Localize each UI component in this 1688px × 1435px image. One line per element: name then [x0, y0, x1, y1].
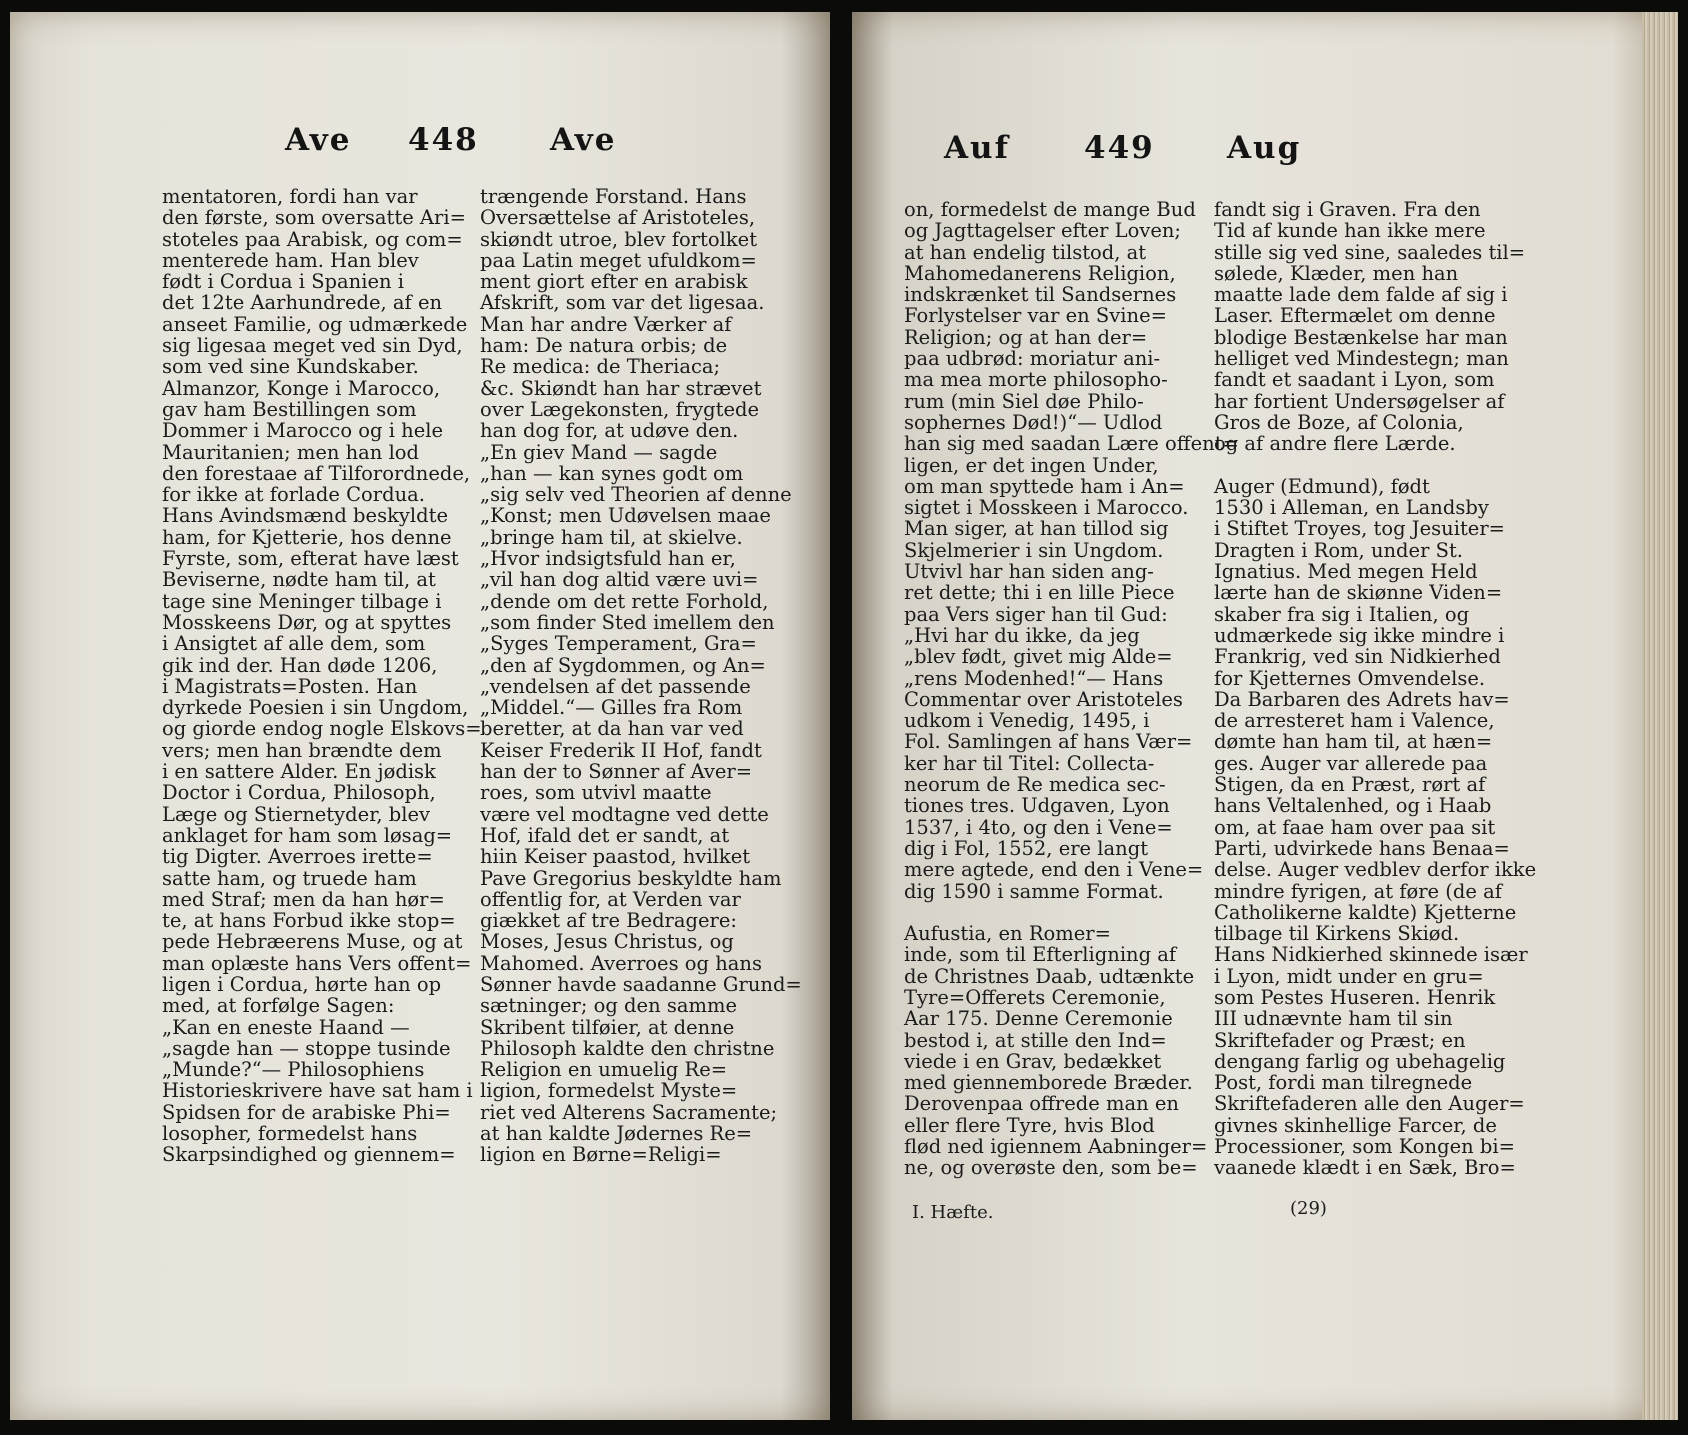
text-line: „blev født, givet mig Alde=: [904, 645, 1173, 669]
text-line: 1530 i Alleman, en Landsby: [1214, 496, 1489, 520]
text-line: Sønner havde saadanne Grund=: [480, 972, 802, 996]
text-line: fandt sig i Graven. Fra den: [1214, 198, 1481, 221]
text-line: satte ham, og truede ham: [162, 866, 417, 890]
text-line: sigtet i Mosskeen i Marocco.: [904, 496, 1189, 520]
text-line: ment giort efter en arabisk: [480, 270, 748, 294]
text-line: „han — kan synes godt om: [480, 461, 744, 485]
text-line: „Middel.“— Gilles fra Rom: [480, 696, 743, 720]
text-line: Spidsen for de arabiske Phi=: [162, 1100, 451, 1124]
text-line: „Syges Temperament, Gra=: [480, 632, 757, 656]
text-line: i Lyon, midt under en gru=: [1214, 964, 1484, 988]
text-line: Utvivl har han siden ang-: [904, 560, 1154, 584]
signature-number: (29): [1290, 1198, 1327, 1219]
text-line: „En giev Mand — sagde: [480, 440, 718, 464]
text-line: bestod i, at stille den Ind=: [904, 1028, 1167, 1052]
text-line: Dommer i Marocco og i hele: [162, 419, 444, 443]
text-line: III udnævnte ham til sin: [1214, 1007, 1453, 1031]
text-line: maatte lade dem falde af sig i: [1214, 283, 1508, 307]
text-line: „Hvor indsigtsfuld han er,: [480, 547, 736, 571]
left-page-column-1: [162, 185, 482, 1167]
right-page-column-1: [904, 198, 1239, 1180]
text-line: „rens Modenhed!“— Hans: [904, 666, 1164, 690]
text-line: mindre fyrigen, at føre (de af: [1214, 879, 1502, 903]
right-page-column-2: [1214, 198, 1537, 1180]
text-line: dig 1590 i samme Format.: [904, 879, 1164, 903]
text-line: Skribent tilføier, at denne: [480, 1015, 735, 1039]
text-line: han der to Sønner af Aver=: [480, 760, 753, 784]
text-line: sig ligesaa meget ved sin Dyd,: [162, 334, 463, 358]
text-line: Tid af kunde han ikke mere: [1214, 219, 1486, 243]
left-page-number: 448: [408, 122, 479, 158]
text-line: delse. Auger vedblev derfor ikke: [1214, 858, 1537, 882]
text-line: udmærkede sig ikke mindre i: [1214, 623, 1505, 647]
text-line: „dende om det rette Forhold,: [480, 589, 769, 613]
text-line: Doctor i Cordua, Philosoph,: [162, 781, 436, 805]
text-line: tiones tres. Udgaven, Lyon: [904, 794, 1170, 818]
text-line: Laser. Eftermælet om denne: [1214, 304, 1496, 328]
text-line: Derovenpaa offrede man en: [904, 1092, 1179, 1116]
text-line: og giorde endog nogle Elskovs=: [162, 717, 482, 741]
text-line: Mosskeens Dør, og at spyttes: [162, 610, 452, 634]
text-line: [1214, 455, 1514, 476]
text-line: menterede ham. Han blev: [162, 248, 419, 272]
text-line: Læge og Stiernetyder, blev: [162, 802, 431, 826]
text-line: være vel modtagne ved dette: [480, 802, 769, 826]
text-line: fandt et saadant i Lyon, som: [1214, 368, 1495, 392]
left-running-head-left: Ave: [285, 122, 352, 158]
text-line: stoteles paa Arabisk, og com=: [162, 227, 463, 251]
text-line: Almanzor, Konge i Marocco,: [162, 376, 441, 400]
text-line: Dragten i Rom, under St.: [1214, 538, 1463, 562]
text-line: Skarpsindighed og giennem=: [162, 1143, 456, 1167]
page-fore-edge: [1642, 12, 1678, 1420]
text-line: pede Hebræerens Muse, og at: [162, 930, 463, 954]
text-line: Hans Nidkierhed skinnede især: [1214, 943, 1528, 967]
left-page-column-2: [480, 185, 802, 1167]
text-line: paa Vers siger han til Gud:: [904, 602, 1168, 626]
text-line: for Kjetternes Omvendelse.: [1214, 666, 1486, 690]
text-line: Processioner, som Kongen bi=: [1214, 1135, 1515, 1159]
text-line: ham, for Kjetterie, hos denne: [162, 525, 452, 549]
text-line: offentlig for, at Verden var: [480, 887, 741, 911]
text-line: i en sattere Alder. En jødisk: [162, 760, 436, 784]
text-line: Mahomed. Averroes og hans: [480, 951, 762, 975]
text-line: Frankrig, ved sin Nidkierhed: [1214, 645, 1501, 669]
text-line: „Konst; men Udøvelsen maae: [480, 504, 771, 528]
text-line: de arresteret ham i Valence,: [1214, 709, 1495, 733]
left-page: [10, 12, 830, 1420]
text-line: ges. Auger var allerede paa: [1214, 751, 1488, 775]
text-line: tig Digter. Averroes irette=: [162, 845, 433, 869]
text-line: „bringe ham til, at skielve.: [480, 525, 743, 549]
text-line: rum (min Siel døe Philo-: [904, 389, 1144, 413]
text-line: blodige Bestænkelse har man: [1214, 325, 1508, 349]
text-line: med, at forfølge Sagen:: [162, 994, 395, 1018]
text-line: gik ind der. Han døde 1206,: [162, 653, 438, 677]
text-line: de Christnes Daab, udtænkte: [904, 964, 1195, 988]
text-line: Oversættelse af Aristoteles,: [480, 206, 756, 230]
text-line: lærte han de skiønne Viden=: [1214, 581, 1503, 605]
text-line: sophernes Død!)“— Udlod: [904, 410, 1163, 434]
text-line: tilbage til Kirkens Skiød.: [1214, 922, 1460, 946]
text-line: givnes skinhellige Farcer, de: [1214, 1113, 1497, 1137]
text-line: at han kaldte Jødernes Re=: [480, 1122, 753, 1146]
text-line: hiin Keiser paastod, hvilket: [480, 845, 751, 869]
text-line: Man har andre Værker af: [480, 312, 732, 336]
text-line: Tyre=Offerets Ceremonie,: [904, 985, 1166, 1009]
text-line: Historieskrivere have sat ham i: [162, 1079, 473, 1103]
text-line: Religion en umuelig Re=: [480, 1058, 728, 1082]
text-line: „Kan en eneste Haand —: [162, 1015, 410, 1039]
text-line: skaber fra sig i Italien, og: [1214, 602, 1470, 626]
text-line: Skriftefader og Præst; en: [1214, 1028, 1466, 1052]
right-page: [852, 12, 1678, 1420]
text-line: „Hvi har du ikke, da jeg: [904, 623, 1140, 647]
text-line: Da Barbaren des Adrets hav=: [1214, 687, 1510, 711]
text-line: giækket af tre Bedragere:: [480, 909, 737, 933]
text-line: om man spyttede ham i An=: [904, 474, 1185, 498]
text-line: paa udbrød: moriatur ani-: [904, 347, 1161, 371]
text-line: inde, som til Efterligning af: [904, 943, 1177, 967]
text-line: Pave Gregorius beskyldte ham: [480, 866, 782, 890]
text-line: anseet Familie, og udmærkede: [162, 312, 468, 336]
text-line: Aufustia, en Romer=: [904, 922, 1111, 946]
right-page-number: 449: [1084, 130, 1155, 166]
text-line: Beviserne, nødte ham til, at: [162, 568, 436, 592]
text-line: „som finder Sted imellem den: [480, 610, 775, 634]
text-line: for ikke at forlade Cordua.: [162, 483, 425, 507]
text-line: man oplæste hans Vers offent=: [162, 951, 472, 975]
left-running-head-right: Ave: [550, 122, 617, 158]
text-line: og Jagttagelser efter Loven;: [904, 219, 1181, 243]
text-line: Mahomedanerens Religion,: [904, 261, 1176, 285]
text-line: on, formedelst de mange Bud: [904, 198, 1196, 221]
text-line: hans Veltalenhed, og i Haab: [1214, 794, 1492, 818]
text-line: han sig med saadan Lære offent=: [904, 432, 1239, 456]
text-line: dyrkede Poesien i sin Ungdom,: [162, 696, 469, 720]
text-line: riet ved Alterens Sacramente;: [480, 1100, 778, 1124]
text-line: gav ham Bestillingen som: [162, 397, 417, 421]
text-line: den første, som oversatte Ari=: [162, 206, 466, 230]
text-line: helliget ved Mindestegn; man: [1214, 347, 1509, 371]
text-line: ligen, er det ingen Under,: [904, 453, 1159, 477]
text-line: &c. Skiøndt han har strævet: [480, 376, 762, 400]
text-line: i Stiftet Troyes, tog Jesuiter=: [1214, 517, 1505, 541]
text-line: han dog for, at udøve den.: [480, 419, 739, 443]
text-line: Parti, udvirkede hans Benaa=: [1214, 836, 1510, 860]
text-line: „vendelsen af det passende: [480, 674, 751, 698]
text-line: at han endelig tilstod, at: [904, 240, 1147, 264]
text-line: paa Latin meget ufuldkom=: [480, 248, 757, 272]
text-line: over Lægekonsten, frygtede: [480, 397, 760, 421]
text-line: ma mea morte philosopho-: [904, 368, 1168, 392]
text-line: neorum de Re medica sec-: [904, 773, 1166, 797]
text-line: om, at faae ham over paa sit: [1214, 815, 1496, 839]
text-line: Re medica: de Theriaca;: [480, 355, 721, 379]
text-line: indskrænket til Sandsernes: [904, 283, 1177, 307]
text-line: i Magistrats=Posten. Han: [162, 674, 418, 698]
text-line: ker har til Titel: Collecta-: [904, 751, 1155, 775]
text-line: ne, og overøste den, som be=: [904, 1156, 1198, 1180]
text-line: ham: De natura orbis; de: [480, 334, 728, 358]
text-line: viede i en Grav, bedækket: [904, 1049, 1162, 1073]
text-line: „den af Sygdommen, og An=: [480, 653, 766, 677]
text-line: ligion en Børne=Religi=: [480, 1143, 722, 1167]
text-line: „Munde?“— Philosophiens: [162, 1058, 425, 1082]
text-line: har fortient Undersøgelser af: [1214, 389, 1505, 413]
text-line: Ignatius. Med megen Held: [1214, 560, 1478, 584]
text-line: Aar 175. Denne Ceremonie: [904, 1007, 1173, 1031]
text-line: Mauritanien; men han lod: [162, 440, 420, 464]
text-line: Keiser Frederik II Hof, fandt: [480, 738, 762, 762]
text-line: født i Cordua i Spanien i: [162, 270, 404, 294]
text-line: dig i Fol, 1552, ere langt: [904, 836, 1149, 860]
text-line: Post, fordi man tilregnede: [1214, 1071, 1473, 1095]
text-line: udkom i Venedig, 1495, i: [904, 709, 1150, 733]
text-line: losopher, formedelst hans: [162, 1122, 418, 1146]
text-line: „sig selv ved Theorien af denne: [480, 483, 792, 507]
text-line: ligen i Cordua, hørte han op: [162, 972, 442, 996]
text-line: dengang farlig og ubehagelig: [1214, 1049, 1506, 1073]
text-line: Philosoph kaldte den christne: [480, 1036, 775, 1060]
text-line: og af andre flere Lærde.: [1214, 432, 1456, 456]
text-line: ligion, formedelst Myste=: [480, 1079, 738, 1103]
text-line: skiøndt utroe, blev fortolket: [480, 227, 758, 251]
text-line: vaanede klædt i en Sæk, Bro=: [1214, 1156, 1516, 1180]
text-line: Forlystelser var en Svine=: [904, 304, 1167, 328]
text-line: „sagde han — stoppe tusinde: [162, 1036, 451, 1060]
text-line: [904, 902, 1192, 923]
text-line: som Pestes Huseren. Henrik: [1214, 985, 1496, 1009]
text-line: med Straf; men da han hør=: [162, 887, 445, 911]
text-line: Moses, Jesus Christus, og: [480, 930, 734, 954]
text-line: ret dette; thi i en lille Piece: [904, 581, 1175, 605]
text-line: Commentar over Aristoteles: [904, 687, 1183, 711]
text-line: Fol. Samlingen af hans Vær=: [904, 730, 1193, 754]
text-line: 1537, i 4to, og den i Vene=: [904, 815, 1173, 839]
text-line: som ved sine Kundskaber.: [162, 355, 419, 379]
text-line: sølede, Klæder, men han: [1214, 261, 1459, 285]
right-running-head-right: Aug: [1227, 130, 1302, 166]
text-line: med giennemborede Bræder.: [904, 1071, 1193, 1095]
text-line: vers; men han brændte dem: [162, 738, 442, 762]
text-line: Hans Avindsmænd beskyldte: [162, 504, 449, 528]
text-line: Skjelmerier i sin Ungdom.: [904, 538, 1164, 562]
text-line: Religion; og at han der=: [904, 325, 1148, 349]
text-line: te, at hans Forbud ikke stop=: [162, 909, 456, 933]
text-line: tage sine Meninger tilbage i: [162, 589, 442, 613]
text-line: sætninger; og den samme: [480, 994, 737, 1018]
right-running-head-left: Auf: [944, 130, 1010, 166]
text-line: stille sig ved sine, saaledes til=: [1214, 240, 1526, 264]
text-line: Hof, ifald det er sandt, at: [480, 823, 730, 847]
text-line: i Ansigtet af alle dem, som: [162, 632, 426, 656]
text-line: mere agtede, end den i Vene=: [904, 858, 1204, 882]
text-line: Skriftefaderen alle den Auger=: [1214, 1092, 1525, 1116]
text-line: Fyrste, som, efterat have læst: [162, 547, 459, 571]
text-line: roes, som utvivl maatte: [480, 781, 712, 805]
text-line: Stigen, da en Præst, rørt af: [1214, 773, 1486, 797]
text-line: eller flere Tyre, hvis Blod: [904, 1113, 1155, 1137]
text-line: mentatoren, fordi han var: [162, 185, 418, 208]
text-line: dømte han ham til, at hæn=: [1214, 730, 1493, 754]
text-line: Auger (Edmund), født: [1214, 474, 1430, 498]
text-line: anklaget for ham som løsag=: [162, 823, 453, 847]
text-line: det 12te Aarhundrede, af en: [162, 291, 443, 315]
text-line: Afskrift, som var det ligesaa.: [480, 291, 765, 315]
text-line: beretter, at da han var ved: [480, 717, 744, 741]
text-line: den forestaae af Tilforordnede,: [162, 461, 471, 485]
text-line: trængende Forstand. Hans: [480, 185, 747, 208]
text-line: Gros de Boze, af Colonia,: [1214, 410, 1464, 434]
text-line: „vil han dog altid være uvi=: [480, 568, 759, 592]
text-line: Man siger, at han tillod sig: [904, 517, 1169, 541]
text-line: flød ned igiennem Aabninger=: [904, 1135, 1208, 1159]
text-line: Catholikerne kaldte) Kjetterne: [1214, 900, 1517, 924]
signature-mark: I. Hæfte.: [912, 1202, 994, 1223]
